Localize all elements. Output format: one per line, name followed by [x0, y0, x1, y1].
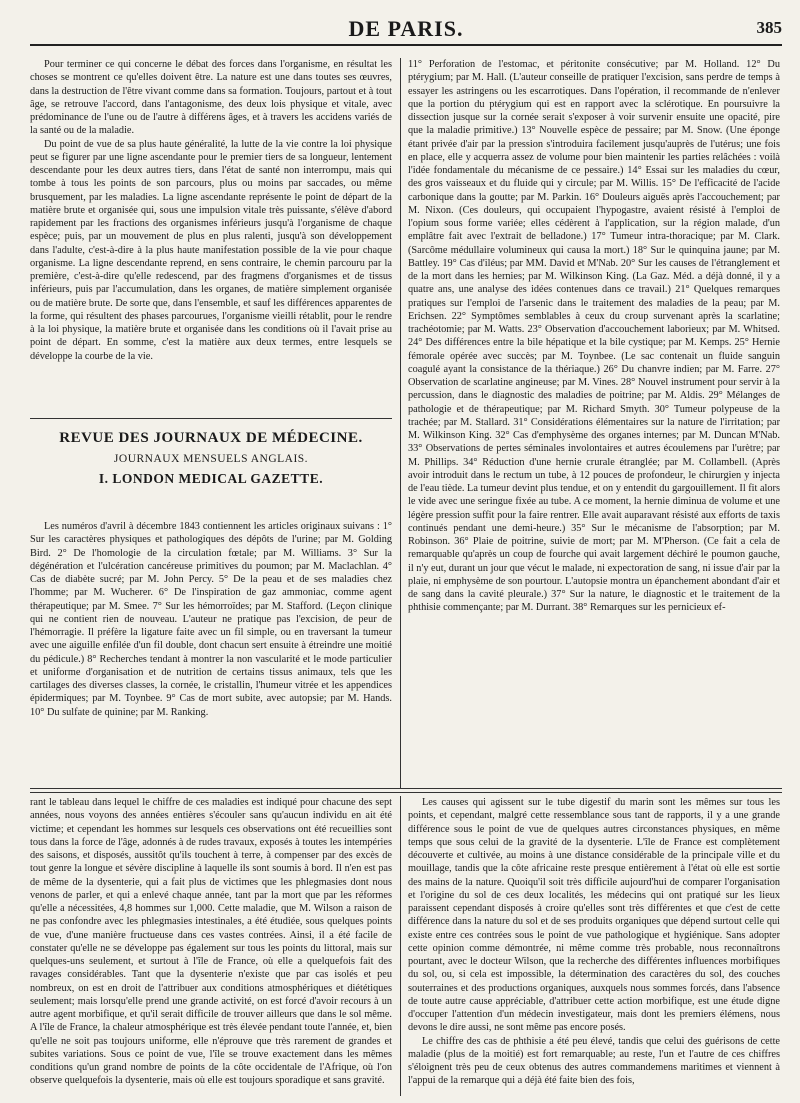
paragraph: Du point de vue de sa plus haute généralité, la lutte de la vie contre la loi physique peut se figurer par une ligne ascendante pour le premier tiers de sa longueur, lentement descendante pour les deux autres tiers, dans l'état de santé non interrompu, mais qui tombe à tous les points de son parcours, plus ou moins par saccades, ou même brusquement, par les maladies. La ligne ascendante représente le point de départ de la matière brute et organisée qui, sous une impulsion vitale très puissante, s'élève d'abord rapidement par les fractions des organismes inférieurs jusqu'à l'organisme de chaque espèce; puis, par un mouvement de plus en plus ralenti, jusqu'à son développement dans l'adulte, c'est-à-dire à la plus haute manifestation possible de la vie pour chaque organisme. La ligne descendante reprend, en sens contraire, le chemin parcouru par la première, c'est-à-dire qu'elle redescend, par des fragmens d'organismes et de tissus inférieurs, puis par l'accumulation, dans les organes, de matière simplement organisée ou de matière brute. De sorte que, dans l'ensemble, et sauf les différences apparentes de la forme, qui résultent des phases parcourues, l'organisme vieilli rétablit, pour le rendre à la loi physique, la matière brute et organisée dans les conditions où il l'avait prise au point de départ. En somme, c'est la matière aux deux termes, entre lesquels se développe la courbe de la vie.	[30, 138, 392, 362]
paragraph: Les numéros d'avril à décembre 1843 contiennent les articles originaux suivans : 1° Sur les caractères physiques et pathologiques des dépôts de l'urine; par M. Golding Bird. 2° De l'homologie de la circulation fœtale; par M. Williams. 3° Sur la dégénération et l'ulcération cancéreuse primitives du poumon; par M. Maclachlan. 4° Cas de diabète sucré; par M. John Percy. 5° De la peau et de ses maladies chez l'homme; par M. Wucherer. 6° De l'inspiration de gaz ammoniac, comme agent thérapeutique; par M. Smee. 7° Sur les hémorroïdes; par M. Stafford. (Leçon clinique qui ne contient rien de nouveau. L'auteur ne pratique pas l'excision, de peur de l'hémorragie. Il préfère la ligature faite avec un fil simple, ou en traversant la tumeur avec une aiguille enfilée d'un fil double, dont chacun sert ensuite à étreindre une moitié du pédicule.) 8° Recherches tendant à montrer la non vascularité et le mode particulier et uniforme d'organisation et de nutrition de certains tissus animaux, tels que les cartilages des diverses classes, la cornée, le cristallin, l'humeur vitrée et les appendices épidermiques; par M. Toynbee. 9° Cas de mort subite, avec autopsie; par M. Hands. 10° Du sulfate de quinine; par M. Ranking.	[30, 521, 392, 718]
column-divider-top	[400, 58, 401, 788]
section-subtitle: JOURNAUX MENSUELS ANGLAIS.	[113, 453, 309, 465]
article-london-medical-gazette-continued	[408, 58, 780, 788]
masthead-title: DE PARIS.	[348, 16, 464, 41]
section-divider	[30, 418, 392, 419]
paragraph: Le chiffre des cas de phthisie a été peu élevé, tandis que celui des guérisons de cette maladie (plus de la moitié) est fort remarquable; au reste, l'un et l'autre de ces chiffres s'éloignent très peu de ceux obtenus des autres commandemens maritimes et viennent à l'appui de la remarque qui a déjà été faite bien des fois,	[408, 1035, 780, 1087]
article-forces-organisme	[30, 58, 392, 413]
journal-title: I. LONDON MEDICAL GAZETTE.	[98, 471, 324, 486]
page-number: 385	[756, 18, 782, 37]
column-divider-bottom	[400, 796, 401, 1096]
paragraph: 11° Perforation de l'estomac, et péritonite consécutive; par M. Holland. 12° Du ptérygium; par M. Hall. (L'auteur conseille de pratiquer l'excision, sans perdre de temps à essayer les astringens ou les escarrotiques. Dans l'opération, il recommande de n'enlever que la portion du ptérygium qui est en rapport avec la sclérotique. En poursuivre la dissection jusque sur la cornée serait s'exposer à voir survenir ensuite une opacité, pire que la maladie primitive.) 13° Nouvelle espèce de pessaire; par M. Snow. (Une éponge étant privée d'air par la pression s'introduira facilement jusqu'auprès de l'utérus; une fois en place, elle y acquerra assez de volume pour bien maintenir les parties relâchées : voilà l'idée fondamentale du mécanisme de ce pessaire.) 14° Essai sur les maladies du cœur, des gros vaisseaux et du fluide qui y circule; par M. Willis. 15° De l'efficacité de l'acide carbonique dans la goutte; par M. Parkin. 16° Douleurs aiguës après l'accouchement; par M. Nixon. (Ces douleurs, qui occupaient l'hypogastre, avaient résisté à l'emploi de l'opium sous forme variée; elles cédèrent à l'application, sur la région malade, d'un emplâtre fait avec l'extrait de belladone.) 17° Tumeur intra-thoracique; par M. Clark. (Sarcôme médullaire volumineux qui causa la mort.) 18° Sur le quinquina jaune; par M. Battley. 19° Cas d'iléus; par MM. David et M'Nab. 20° Sur les causes de l'étranglement et de la mort dans les hernies; par M. Wilkinson King. (La Gaz. Méd. a déjà donné, il y a quatre ans, une analyse des idées contenues dans ce travail.) 21° Quelques remarques pratiques sur l'emploi de l'arsenic dans le traitement des maladies de la peau; par M. Erichsen. 22° Symptômes semblables à ceux du croup survenant après la scarlatine; trachéotomie; par M. Watts. 23° Observation d'accouchement laborieux; par M. Whitsed. 24° Des différences entre la bile hépatique et la bile cystique; par M. Kemps. 25° Hernie fémorale opérée avec succès; par M. Toynbee. (Le sac contenait un fluide sanguin coagulé ayant la consistance de la thériaque.) 26° Du chanvre indien; par M. Farre. 27° Observation de scarlatine angineuse; par M. Vines. 28° Nouvel instrument pour servir à la percussion, dans le diagnostic des maladies de poitrine; par M. Aldis. 29° Mélanges de pathologie et de thérapeutique; par M. Richard Smyth. 30° Tumeur polypeuse de la trachée; par M. Stallard. 31° Considérations élémentaires sur la nature de l'irritation; par M. Wilkinson King. 32° Cas d'emphysème des organes internes; par M. Duncan M'Nab. 33° Observations de pertes séminales involontaires et autres écoulemens par l'urètre; par M. Phillips. 34° Réduction d'une hernie crurale étranglée; par M. Collambell. (Après avoir introduit dans le rectum un tube, à 12 pouces de profondeur, le chirurgien y injecta de l'eau tiède. La tumeur devint plus tendue, et on y entendit du gargouillement. Il fit alors le vide avec une seringue fixée au tube. A ce moment, la hernie diminua de volume et une légère pression suffit pour la faire rentrer. Elle avait auparavant résisté aux efforts de taxis continués pendant une demi-heure.) 35° Sur le mécanisme de l'absorption; par M. Robinson. 36° Plaie de poitrine, suivie de mort; par M. M'Pherson. (Ce fait a cela de remarquable qu'après un coup de fourche qui avait largement déchiré le poumon gauche, il n'y eut, durant un jour que vécut le malade, ni expectoration de sang, ni issue d'air par la plaie, ni emphysème de son pourtour. L'autopsie montra un épanchement abondant d'air et de sang dans la cavité pleurale.) 37° Sur la nature, le diagnostic et le traitement de la phthisie commençante; par M. Durrant. 38° Remarques sur les pernicieux ef-	[408, 59, 780, 614]
paragraph: Les causes qui agissent sur le tube digestif du marin sont les mêmes sur tous les points, et cependant, malgré cette ressemblance sous tant de rapports, il y a une grande différence sous le point de vue de quelques autres circonstances physiques, en même temps que sous celui de la gravité de la dysenterie. L'île de France est complètement découverte et cultivée, au moins à une distance considérable de la principale ville et du mouillage, tandis que la côte africaine reste presque entièrement à l'état où elle est sortie des mains de la nature. Quoiqu'il soit très difficile aujourd'hui de comparer l'organisation et l'origine du sol de ces deux localités, les médecins qui ont pratiqué sur les lieux paraissent cependant disposés à croire qu'elles sont très différentes et que c'est de cette différence dans la nature du sol et de ses produits organiques que dépend surtout celle qui existe entre ces contrées sous le point de vue pathologique et hygiénique. Sans adopter cette opinion comme démontrée, ni même comme très probable, nous reconnaîtrons pourtant, avec le docteur Wilson, que la recherche des différentes influences morbifiques du sol, ou, si cela est impossible, la détermination des caractères du sol, des couches souterraines et des productions organiques, auxquels nous sommes forcés, dans l'absence de toute autre cause appréciable, d'attribuer cette action morbifique, est une étude digne d'occuper l'attention d'un médecin investigateur, mais dont les premiers élémens, nous devons le dire aussi, ne sont même pas encore posés.	[408, 797, 780, 1034]
paragraph: rant le tableau dans lequel le chiffre de ces maladies est indiqué pour chacune des sept années, nous voyons des années entières s'écouler sans qu'aucun individu en ait été victime; et cependant les hommes sur lesquels ces observations ont été recueillies sont tous dans la force de l'âge, adonnés à de rudes travaux, exposés à toutes les intempéries des saisons, et disposés, aussitôt qu'ils touchent à terre, à compenser par des excès de tout genre la longue et sévère discipline à laquelle ils sont soumis à bord. Il n'en est pas de même de la dysenterie, qui a fait plus de victimes que les phlegmasies dont nous venons de parler, et qui a enlevé chaque année, tant par la mort que par les réformes qu'elle a nécessitées, 4,8 hommes sur 1,000. Cette maladie, que M. Wilson a raison de ne pas confondre avec les phlegmasies intestinales, a été étudiée, sous quelques points de vue, d'une manière fructueuse dans ces vastes contrées. Ainsi, il a été facile de constater qu'elle ne se développe pas également sur tous les points du littoral, mais sur quelques-uns seulement, et surtout à l'île de France, où elle a quelquefois fait des ravages considérables. Tant que la dysenterie n'existe que par cas isolés et peu nombreux, on est en droit de l'attribuer aux conditions atmosphériques et diététiques seulement; mais lorsqu'elle prend une grande activité, on est forcé d'avoir recours à un autre agent morbifique, et qu'il serait difficile de trouver ailleurs que dans le sol même. A l'île de France, la chaleur atmosphérique est très élevée pendant toute l'année, et, bien qu'elle ne soit pas toujours uniforme, elle n'éprouve que très rarement de grandes et subites variations. Sous ce point de vue, l'île se trouve exactement dans les mêmes conditions qu'un grand nombre de points de la côte occidentale de l'Afrique, où l'on observe quelquefois la dysenterie, mais où elle est toujours sporadique et sans gravité.	[30, 797, 392, 1087]
section-heading-block	[30, 430, 392, 487]
article-london-medical-gazette	[30, 520, 392, 788]
page-header	[30, 16, 782, 46]
article-dysenterie-continued	[408, 796, 780, 1096]
page-divider	[30, 788, 782, 793]
article-dysenterie	[30, 796, 392, 1096]
paragraph: Pour terminer ce qui concerne le débat des forces dans l'organisme, en résultat les choses se montrent ce qu'elles doivent être. La nature est une dans toutes ses œuvres, dans la destruction de l'être vivant comme dans sa formation. Toujours, partout et à tout âge, se retrouve l'accord, dans l'antagonisme, des deux lois physique et vitale, avec prédominance de l'une ou de l'autre à différens âges, et à travers les accidens variés de la santé ou de la maladie.	[30, 59, 392, 137]
section-title: REVUE DES JOURNAUX DE MÉDECINE.	[59, 430, 363, 446]
